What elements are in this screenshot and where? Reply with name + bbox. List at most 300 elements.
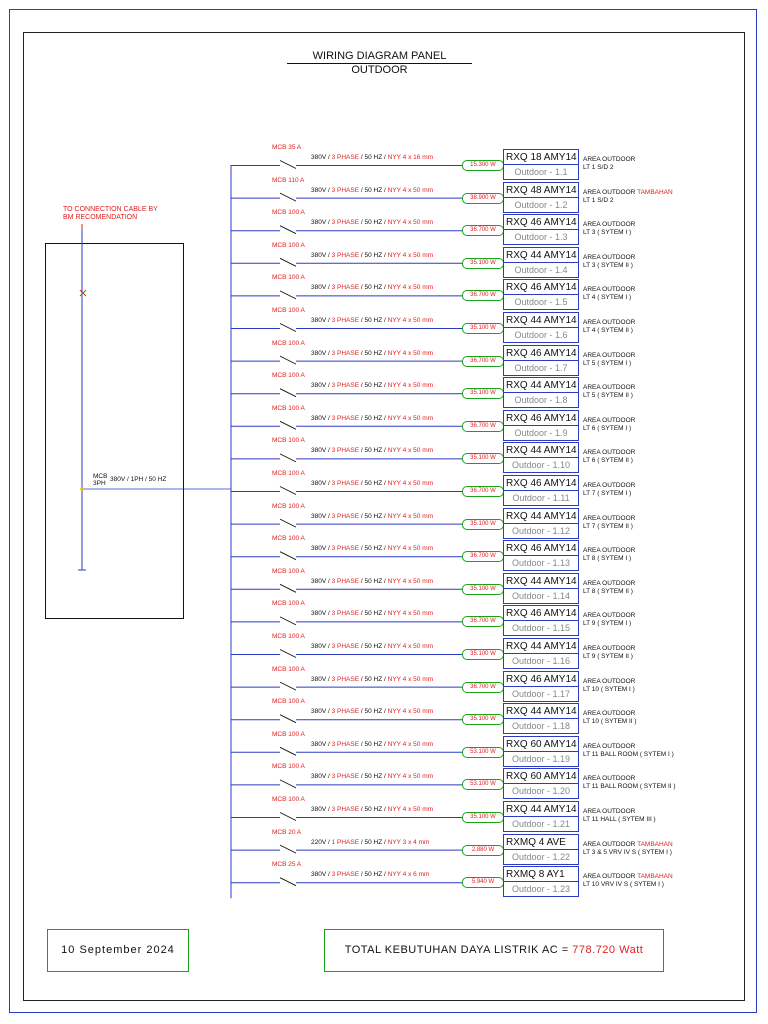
outdoor-unit-box (503, 410, 579, 441)
area-name: AREA OUTDOOR (583, 677, 636, 685)
power-rating: 36.700 W (462, 225, 504, 236)
circuit-frequency: 50 HZ (364, 447, 383, 455)
power-rating: 35.100 W (462, 714, 504, 725)
power-rating: 15.300 W (462, 160, 504, 171)
breaker-symbol (280, 650, 296, 658)
area-line-2: LT 3 & 5 VRV IV S ( SYTEM I ) (583, 848, 672, 856)
circuit-phase: 3 PHASE (331, 512, 360, 520)
mcb-label: MCB 20 A (272, 828, 302, 836)
circuit-spec (311, 676, 433, 683)
area-line-2: LT 7 ( SYTEM II ) (583, 522, 633, 530)
power-rating: 35.100 W (462, 649, 504, 660)
unit-model: RXQ 46 AMY14 (506, 673, 577, 685)
separator: / (359, 251, 365, 259)
circuit-voltage: 380V (311, 675, 327, 683)
circuit-spec (311, 513, 433, 520)
circuit-voltage: 380V (311, 219, 327, 227)
circuit-phase: 3 PHASE (331, 284, 360, 292)
area-tag: TAMBAHAN (637, 873, 673, 881)
circuit-voltage: 380V (311, 317, 327, 324)
power-rating: 35.100 W (462, 812, 504, 823)
unit-tag: Outdoor - 1.5 (514, 297, 568, 308)
area-description (583, 286, 635, 302)
outdoor-unit-box (503, 540, 579, 571)
separator: / (382, 480, 388, 487)
unit-model: RXQ 60 AMY14 (506, 738, 577, 750)
circuit-phase: 3 PHASE (331, 154, 360, 161)
separator: / (382, 643, 388, 650)
power-rating: 36.700 W (462, 356, 504, 367)
breaker-symbol (280, 780, 296, 788)
area-name: AREA OUTDOOR (583, 286, 636, 294)
unit-tag: Outdoor - 1.3 (514, 232, 568, 243)
separator: / (359, 871, 365, 879)
circuit-frequency: 50 HZ (364, 382, 383, 390)
circuit-cable: NYY 4 x 50 mm (387, 740, 434, 748)
circuit-frequency: 50 HZ (364, 154, 383, 161)
circuit-cable: NYY 4 x 50 mm (387, 251, 434, 259)
circuit-phase: 3 PHASE (331, 447, 360, 455)
breaker-symbol (280, 193, 296, 201)
circuit-frequency: 50 HZ (364, 219, 383, 227)
circuit-phase: 3 PHASE (331, 414, 360, 422)
power-rating: 36.700 W (462, 421, 504, 432)
separator: / (326, 512, 332, 520)
area-line-2: LT 6 ( SYTEM I ) (583, 424, 632, 432)
outdoor-unit-box (503, 214, 579, 245)
separator: / (359, 610, 365, 618)
separator: / (326, 577, 332, 585)
area-name: AREA OUTDOOR (583, 416, 636, 424)
unit-model: RXQ 44 AMY14 (506, 510, 577, 522)
area-name: AREA OUTDOOR (583, 840, 636, 848)
circuit-cable: NYY 4 x 50 mm (387, 447, 434, 455)
separator: / (326, 219, 332, 227)
mcb-label: MCB 100 A (272, 633, 305, 640)
circuit-spec (311, 741, 433, 748)
unit-tag: Outdoor - 1.10 (511, 460, 571, 471)
area-description (583, 547, 635, 563)
area-line-1 (583, 710, 637, 718)
mcb-label: MCB 100 A (272, 339, 305, 347)
circuit-spec (311, 806, 433, 813)
unit-tag: Outdoor - 1.15 (511, 623, 571, 634)
circuit-voltage: 380V (311, 708, 327, 716)
breaker-symbol (280, 584, 296, 592)
circuit-frequency: 50 HZ (364, 349, 383, 357)
separator: / (382, 186, 388, 194)
power-rating: 36.700 W (462, 616, 504, 627)
circuit-phase: 3 PHASE (331, 480, 360, 487)
unit-tag: Outdoor - 1.11 (512, 493, 570, 503)
circuit-frequency: 50 HZ (364, 317, 383, 324)
separator: / (326, 447, 332, 455)
total-power-box (324, 929, 664, 972)
area-name: AREA OUTDOOR (583, 612, 636, 620)
area-description (583, 417, 635, 433)
separator: / (359, 577, 365, 585)
area-description (583, 808, 656, 824)
area-name: AREA OUTDOOR (583, 742, 636, 750)
circuit-cable: NYY 4 x 50 mm (387, 545, 434, 553)
area-line-1 (583, 645, 635, 653)
area-line-2: LT 5 ( SYTEM II ) (583, 392, 633, 400)
separator: / (359, 643, 365, 650)
circuit-frequency: 50 HZ (364, 871, 383, 879)
area-line-1 (583, 612, 635, 620)
area-line-2: LT 10 VRV IV S ( SYTEM I ) (583, 881, 664, 889)
circuit-frequency: 50 HZ (364, 806, 383, 813)
circuit-frequency: 50 HZ (364, 186, 383, 194)
circuit-cable: NYY 4 x 50 mm (387, 708, 434, 716)
unit-model: RXQ 46 AMY14 (506, 478, 577, 489)
circuit-voltage: 220V (311, 838, 327, 846)
unit-model: RXQ 46 AMY14 (506, 347, 577, 359)
unit-model: RXQ 44 AMY14 (506, 641, 577, 652)
separator: / (359, 480, 365, 487)
separator: / (326, 675, 332, 683)
separator: / (359, 154, 365, 161)
circuit-phase: 3 PHASE (331, 186, 360, 194)
circuit-frequency: 50 HZ (364, 610, 383, 618)
area-line-1 (583, 286, 635, 294)
unit-model: RXQ 60 AMY14 (506, 771, 577, 783)
area-description (583, 515, 635, 531)
power-rating: 35.100 W (462, 323, 504, 334)
mcb-label: MCB 100 A (272, 796, 305, 803)
area-line-1 (583, 678, 635, 686)
breaker-symbol (280, 617, 296, 625)
power-rating: 53.100 W (462, 747, 504, 758)
separator: / (382, 447, 388, 455)
separator: / (382, 284, 388, 292)
area-name: AREA OUTDOOR (583, 873, 636, 881)
breaker-symbol (280, 356, 296, 364)
area-name: AREA OUTDOOR (583, 351, 636, 359)
separator: / (326, 349, 332, 357)
separator: / (326, 740, 332, 748)
unit-model: RXQ 46 AMY14 (506, 282, 577, 294)
circuit-frequency: 50 HZ (364, 577, 383, 585)
unit-model: RXQ 44 AMY14 (506, 380, 577, 392)
unit-tag: Outdoor - 1.20 (511, 786, 571, 797)
breaker-symbol (280, 161, 296, 169)
area-line-2: LT 8 ( SYTEM II ) (583, 587, 633, 595)
circuit-spec (311, 219, 433, 226)
separator: / (382, 838, 388, 846)
separator: / (326, 545, 332, 553)
outdoor-unit-box (503, 377, 579, 408)
separator: / (326, 838, 332, 846)
breaker-symbol (280, 682, 296, 690)
breaker-symbol (280, 324, 296, 332)
area-description (583, 580, 635, 596)
power-rating: 36.700 W (462, 290, 504, 301)
power-rating: 35.100 W (462, 388, 504, 399)
area-description (583, 645, 635, 661)
unit-model: RXQ 46 AMY14 (506, 608, 577, 620)
area-name: AREA OUTDOOR (583, 645, 636, 652)
circuit-phase: 1 PHASE (331, 838, 360, 846)
area-line-1 (583, 482, 635, 490)
area-line-2: LT 10 ( SYTEM II ) (583, 718, 637, 726)
circuit-spec (311, 643, 433, 650)
circuit-cable: NYY 4 x 50 mm (387, 317, 434, 324)
unit-model: RXQ 44 AMY14 (506, 249, 577, 261)
power-rating: 35.100 W (462, 258, 504, 269)
separator: / (326, 806, 332, 813)
area-line-2: LT 5 ( SYTEM I ) (583, 359, 632, 367)
area-line-1 (583, 841, 673, 849)
breaker-symbol (280, 552, 296, 560)
mcb-label: MCB 100 A (272, 209, 305, 217)
circuit-spec (311, 284, 433, 291)
separator: / (359, 219, 365, 227)
separator: / (359, 284, 365, 292)
power-rating: 36.700 W (462, 682, 504, 693)
main-mcb-line-1: MCB (93, 473, 108, 480)
power-rating: 36.700 W (462, 551, 504, 562)
area-name: AREA OUTDOOR (583, 384, 636, 392)
mcb-label: MCB 100 A (272, 470, 305, 477)
unit-tag: Outdoor - 1.6 (514, 330, 568, 340)
mcb-label: MCB 100 A (272, 763, 305, 771)
mcb-label: MCB 25 A (272, 861, 302, 869)
separator: / (326, 871, 332, 879)
area-line-1 (583, 808, 656, 816)
separator: / (359, 382, 365, 390)
power-rating: 35.100 W (462, 519, 504, 530)
area-description (583, 384, 635, 400)
unit-tag: Outdoor - 1.21 (511, 819, 571, 829)
area-line-1 (583, 352, 635, 360)
area-line-1 (583, 417, 635, 425)
area-description (583, 254, 635, 270)
separator: / (359, 708, 365, 716)
circuit-phase: 3 PHASE (331, 349, 360, 357)
separator: / (382, 610, 388, 618)
separator: / (326, 773, 332, 781)
unit-model: RXQ 46 AMY14 (506, 412, 577, 424)
outdoor-unit-box (503, 345, 579, 376)
mcb-label: MCB 100 A (272, 600, 305, 608)
outdoor-unit-box (503, 442, 579, 473)
outdoor-unit-box (503, 247, 579, 278)
separator: / (359, 740, 365, 748)
outdoor-unit-box (503, 703, 579, 734)
circuit-frequency: 50 HZ (364, 414, 383, 422)
circuit-frequency: 50 HZ (364, 708, 383, 716)
separator: / (382, 512, 388, 520)
circuit-spec (311, 350, 433, 357)
area-line-1 (583, 319, 635, 327)
circuit-voltage: 380V (311, 577, 327, 585)
circuit-spec (311, 187, 433, 194)
area-description (583, 189, 673, 205)
diagram-title: WIRING DIAGRAM PANEL (312, 50, 447, 62)
circuit-cable: NYY 4 x 50 mm (387, 643, 434, 650)
separator: / (382, 382, 388, 390)
area-name: AREA OUTDOOR (583, 449, 636, 457)
circuit-voltage: 380V (311, 740, 327, 748)
circuit-voltage: 380V (311, 251, 327, 259)
connection-note-line-2: BM RECOMENDATION (63, 214, 138, 221)
unit-tag: Outdoor - 1.13 (511, 558, 571, 569)
circuit-phase: 3 PHASE (331, 610, 360, 618)
area-line-1 (583, 873, 673, 881)
circuit-spec (311, 480, 433, 487)
separator: / (326, 186, 332, 194)
separator: / (382, 675, 388, 683)
separator: / (382, 251, 388, 259)
unit-model: RXQ 44 AMY14 (506, 445, 577, 457)
circuit-cable: NYY 3 x 4 mm (387, 838, 430, 846)
power-rating: 2.880 W (462, 845, 504, 856)
circuit-cable: NYY 4 x 50 mm (387, 610, 434, 618)
date-text: 10 September 2024 (61, 944, 175, 956)
area-line-1 (583, 221, 635, 229)
area-name: AREA OUTDOOR (583, 319, 636, 326)
area-description (583, 775, 676, 791)
separator: / (326, 414, 332, 422)
mcb-label: MCB 100 A (272, 535, 305, 543)
connection-note-line-1: TO CONNECTION CABLE BY (63, 206, 158, 213)
power-rating: 35.100 W (462, 453, 504, 464)
unit-model: RXMQ 8 AY1 (504, 867, 578, 882)
circuit-spec (311, 708, 433, 715)
main-supply-label: 380V / 1PH / 50 HZ (110, 476, 167, 483)
circuit-spec (311, 317, 433, 324)
circuit-phase: 3 PHASE (331, 382, 360, 390)
power-rating: 53.100 W (462, 779, 504, 790)
breaker-symbol (280, 715, 296, 723)
mcb-label: MCB 110 A (272, 176, 305, 184)
circuit-cable: NYY 4 x 50 mm (387, 577, 434, 585)
circuit-frequency: 50 HZ (364, 251, 383, 259)
separator: / (359, 773, 365, 781)
separator: / (382, 219, 388, 227)
breaker-symbol (280, 845, 296, 853)
unit-tag: Outdoor - 1.19 (511, 753, 571, 764)
separator: / (359, 447, 365, 455)
circuit-cable: NYY 4 x 50 mm (387, 414, 434, 422)
circuit-cable: NYY 4 x 50 mm (387, 773, 434, 781)
separator: / (359, 838, 365, 846)
separator: / (382, 708, 388, 716)
circuit-cable: NYY 4 x 50 mm (387, 219, 434, 227)
circuit-phase: 3 PHASE (331, 740, 360, 748)
area-description (583, 743, 674, 759)
circuit-phase: 3 PHASE (331, 219, 360, 227)
circuit-frequency: 50 HZ (364, 773, 383, 781)
separator: / (359, 512, 365, 520)
separator: / (326, 643, 332, 650)
area-name: AREA OUTDOOR (583, 710, 636, 718)
area-description (583, 449, 635, 465)
circuit-voltage: 380V (311, 806, 327, 813)
area-description (583, 873, 673, 889)
separator: / (326, 284, 332, 292)
outdoor-unit-box (503, 149, 579, 180)
area-line-2: LT 8 ( SYTEM I ) (583, 555, 632, 563)
unit-model: RXQ 44 AMY14 (506, 315, 577, 326)
separator: / (382, 773, 388, 781)
circuit-voltage: 380V (311, 186, 327, 194)
circuit-cable: NYY 4 x 50 mm (387, 186, 434, 194)
outdoor-unit-box (503, 768, 579, 799)
unit-tag: Outdoor - 1.8 (514, 395, 568, 406)
circuit-phase: 3 PHASE (331, 251, 360, 259)
separator: / (382, 740, 388, 748)
circuit-frequency: 50 HZ (364, 838, 383, 846)
separator: / (382, 806, 388, 813)
area-line-2: LT 9 ( SYTEM I ) (583, 620, 632, 628)
breaker-symbol (280, 747, 296, 755)
mcb-label: MCB 100 A (272, 404, 305, 412)
outdoor-unit-box (503, 573, 579, 604)
circuit-phase: 3 PHASE (331, 643, 360, 650)
area-description (583, 482, 635, 498)
circuit-phase: 3 PHASE (331, 806, 360, 813)
circuit-frequency: 50 HZ (364, 284, 383, 292)
separator: / (326, 708, 332, 716)
separator: / (359, 545, 365, 553)
mcb-label: MCB 100 A (272, 698, 305, 706)
outdoor-unit-box (503, 279, 579, 310)
unit-model: RXMQ 4 AVE (504, 835, 578, 850)
area-name: AREA OUTDOOR (583, 156, 636, 163)
unit-model: RXQ 44 AMY14 (506, 804, 577, 815)
separator: / (359, 317, 365, 324)
area-line-1 (583, 254, 635, 262)
circuit-spec (311, 610, 433, 617)
area-line-1 (583, 449, 635, 457)
circuit-spec (311, 578, 433, 585)
circuit-spec (311, 154, 433, 161)
unit-model: RXQ 44 AMY14 (506, 706, 577, 718)
area-line-2: LT 3 ( SYTEM II ) (583, 261, 633, 269)
circuit-spec (311, 382, 433, 389)
area-tag: TAMBAHAN (637, 840, 673, 848)
separator: / (382, 154, 388, 161)
circuit-phase: 3 PHASE (331, 545, 360, 553)
separator: / (326, 610, 332, 618)
circuit-spec (311, 839, 429, 846)
unit-tag: Outdoor - 1.9 (514, 427, 568, 438)
circuit-voltage: 380V (311, 871, 327, 879)
circuit-voltage: 380V (311, 773, 327, 781)
power-rating: 36.700 W (462, 486, 504, 497)
area-tag: TAMBAHAN (637, 188, 673, 196)
circuit-cable: NYY 4 x 50 mm (387, 349, 434, 357)
circuit-frequency: 50 HZ (364, 643, 383, 650)
separator: / (359, 414, 365, 422)
separator: / (382, 414, 388, 422)
area-description (583, 841, 673, 857)
mcb-label: MCB 35 A (272, 144, 302, 151)
circuit-cable: NYY 4 x 50 mm (387, 480, 434, 487)
area-description (583, 710, 637, 726)
area-line-2: LT 6 ( SYTEM II ) (583, 457, 633, 465)
unit-tag: Outdoor - 1.22 (511, 851, 571, 862)
separator: / (382, 545, 388, 553)
area-line-1 (583, 515, 635, 523)
unit-model: RXQ 44 AMY14 (506, 575, 577, 587)
separator: / (359, 186, 365, 194)
area-name: AREA OUTDOOR (583, 514, 636, 522)
outdoor-unit-box (503, 834, 579, 865)
outdoor-unit-box (503, 801, 579, 832)
